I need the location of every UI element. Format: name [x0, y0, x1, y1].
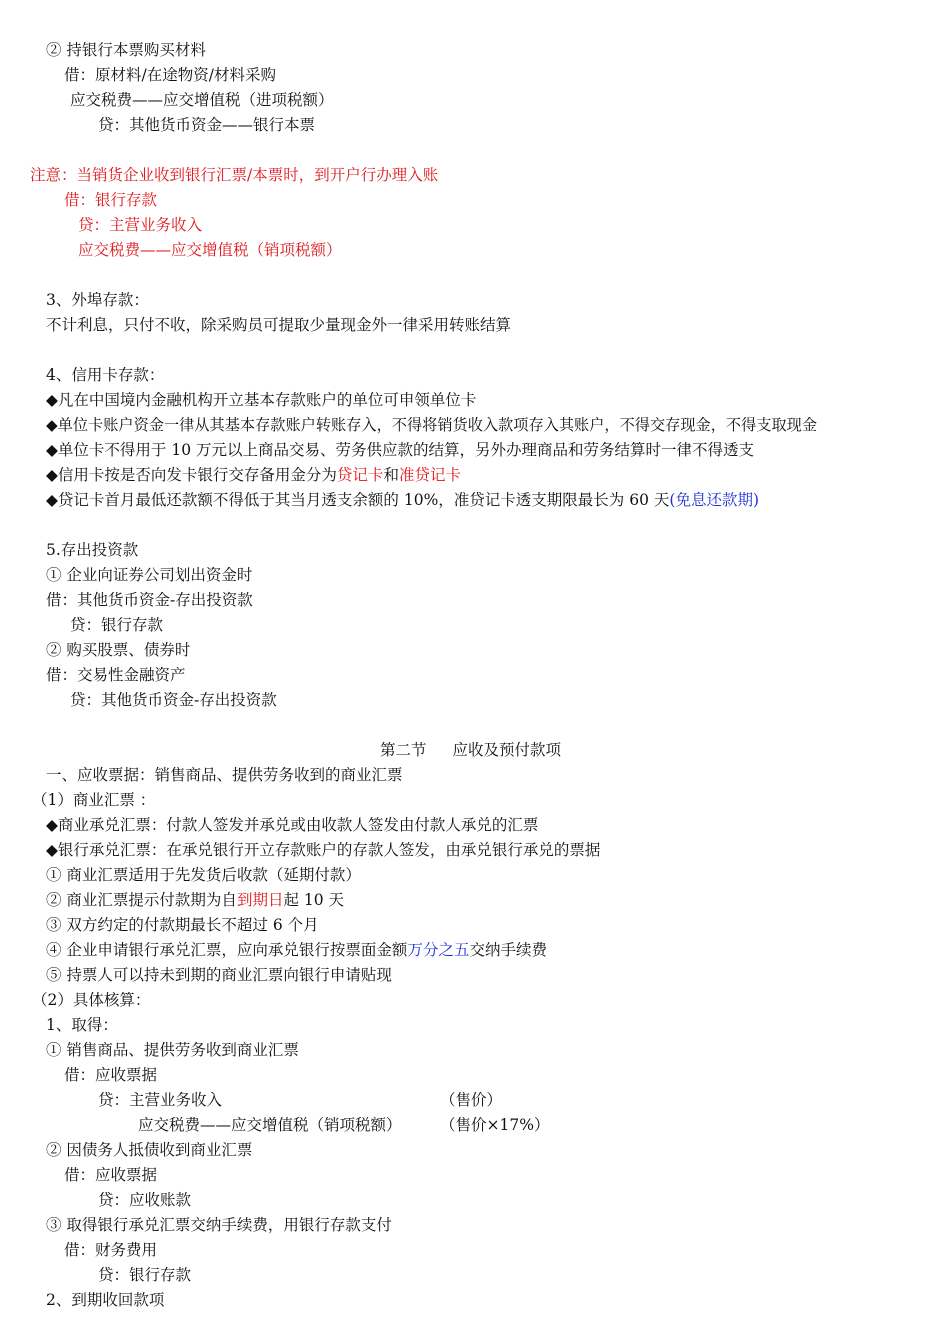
chapter-number: 第二节 [380, 741, 427, 759]
numbered-item: ① 商业汇票适用于先发货后收款（延期付款） [46, 866, 361, 884]
numbered-item: ⑤ 持票人可以持未到期的商业汇票向银行申请贴现 [46, 966, 392, 984]
highlight-term: 万分之五 [407, 941, 470, 959]
bullet-item: ◆单位卡不得用于 10 万元以上商品交易、劳务供应款的结算，另外办理商品和劳务结算时一律不得透支 [46, 441, 755, 459]
bullet-item: ◆银行承兑汇票：在承兑银行开立存款账户的存款人签发，由承兑银行承兑的票据 [46, 841, 601, 859]
section-heading: 3、外埠存款： [46, 291, 149, 309]
text-line: （售价×17%） [440, 1116, 550, 1134]
text-line: ① 销售商品、提供劳务收到商业汇票 [46, 1041, 299, 1059]
text-line: 贷：银行存款 [98, 1266, 192, 1284]
text-line: 借：应收票据 [64, 1166, 158, 1184]
note-line: 借：银行存款 [64, 191, 158, 209]
text-line: 借：应收票据 [64, 1066, 158, 1084]
numbered-item [46, 890, 344, 910]
text-span: ◆信用卡按是否向发卡银行交存备用金分为 [46, 466, 337, 484]
text-line: ③ 取得银行承兑汇票交纳手续费，用银行存款支付 [46, 1216, 392, 1234]
numbered-item: ③ 双方约定的付款期最长不超过 6 个月 [46, 916, 319, 934]
text-line: 贷：主营业务收入 [98, 1091, 223, 1109]
text-span: 交纳手续费 [469, 941, 547, 959]
text-line: ② 购买股票、债券时 [46, 641, 191, 659]
note-line: 注意：当销货企业收到银行汇票/本票时，到开户行办理入账 [30, 166, 439, 184]
text-line: （1）商业汇票 ： [32, 791, 156, 809]
bullet-item: ◆凡在中国境内金融机构开立基本存款账户的单位可申领单位卡 [46, 391, 477, 409]
bullet-item [46, 490, 759, 510]
text-line: 1、取得： [46, 1016, 118, 1034]
section-heading: 4、信用卡存款： [46, 366, 165, 384]
text-line: 借：财务费用 [64, 1241, 158, 1259]
text-span: 起 10 天 [283, 891, 345, 909]
text-line: 贷：其他货币资金——银行本票 [98, 116, 316, 134]
text-line: （2）具体核算： [32, 991, 151, 1009]
text-line: 贷：银行存款 [70, 616, 164, 634]
text-line: ② 因债务人抵债收到商业汇票 [46, 1141, 253, 1159]
bullet-item [46, 465, 461, 485]
text-span: ② 商业汇票提示付款期为自 [46, 891, 237, 909]
section-heading: 5.存出投资款 [46, 541, 139, 559]
chapter-title: 应收及预付款项 [452, 741, 562, 759]
bullet-item: ◆单位卡账户资金一律从其基本存款账户转账存入，不得将销货收入款项存入其账户，不得交存现金，不得支取现金 [46, 416, 818, 434]
note-line: 贷：主营业务收入 [78, 216, 203, 234]
text-line: ① 企业向证券公司划出资金时 [46, 566, 253, 584]
text-line: 借：交易性金融资产 [46, 666, 186, 684]
highlight-term: (免息还款期) [669, 491, 759, 509]
text-line: （售价） [440, 1091, 503, 1109]
bullet-item: ◆商业承兑汇票：付款人签发并承兑或由收款人签发由付款人承兑的汇票 [46, 816, 539, 834]
text-line: 借：原材料/在途物资/材料采购 [64, 66, 276, 84]
text-line: 2、到期收回款项 [46, 1291, 165, 1309]
note-line: 应交税费——应交增值税（销项税额） [78, 241, 342, 259]
numbered-item [46, 940, 547, 960]
highlight-term: 贷记卡 [336, 466, 384, 484]
highlight-term: 准贷记卡 [398, 466, 461, 484]
text-line: 应交税费——应交增值税（销项税额） [138, 1116, 402, 1134]
text-line: 贷：其他货币资金-存出投资款 [70, 691, 277, 709]
text-line: 贷：应收账款 [98, 1191, 192, 1209]
highlight-term: 到期日 [236, 891, 284, 909]
text-line: 应交税费——应交增值税（进项税额） [70, 91, 334, 109]
text-line: 一、应收票据：销售商品、提供劳务收到的商业汇票 [46, 766, 403, 784]
text-line: ② 持银行本票购买材料 [46, 41, 206, 59]
text-line: 借：其他货币资金-存出投资款 [46, 591, 253, 609]
text-span: 和 [383, 466, 399, 484]
text-span: ◆贷记卡首月最低还款额不得低于其当月透支余额的 10%，准贷记卡透支期限最长为 60 天 [46, 491, 670, 509]
text-span: ④ 企业申请银行承兑汇票，应向承兑银行按票面金额 [46, 941, 408, 959]
text-line: 不计利息，只付不收，除采购员可提取少量现金外一律采用转账结算 [46, 316, 512, 334]
chapter-heading [380, 740, 561, 760]
